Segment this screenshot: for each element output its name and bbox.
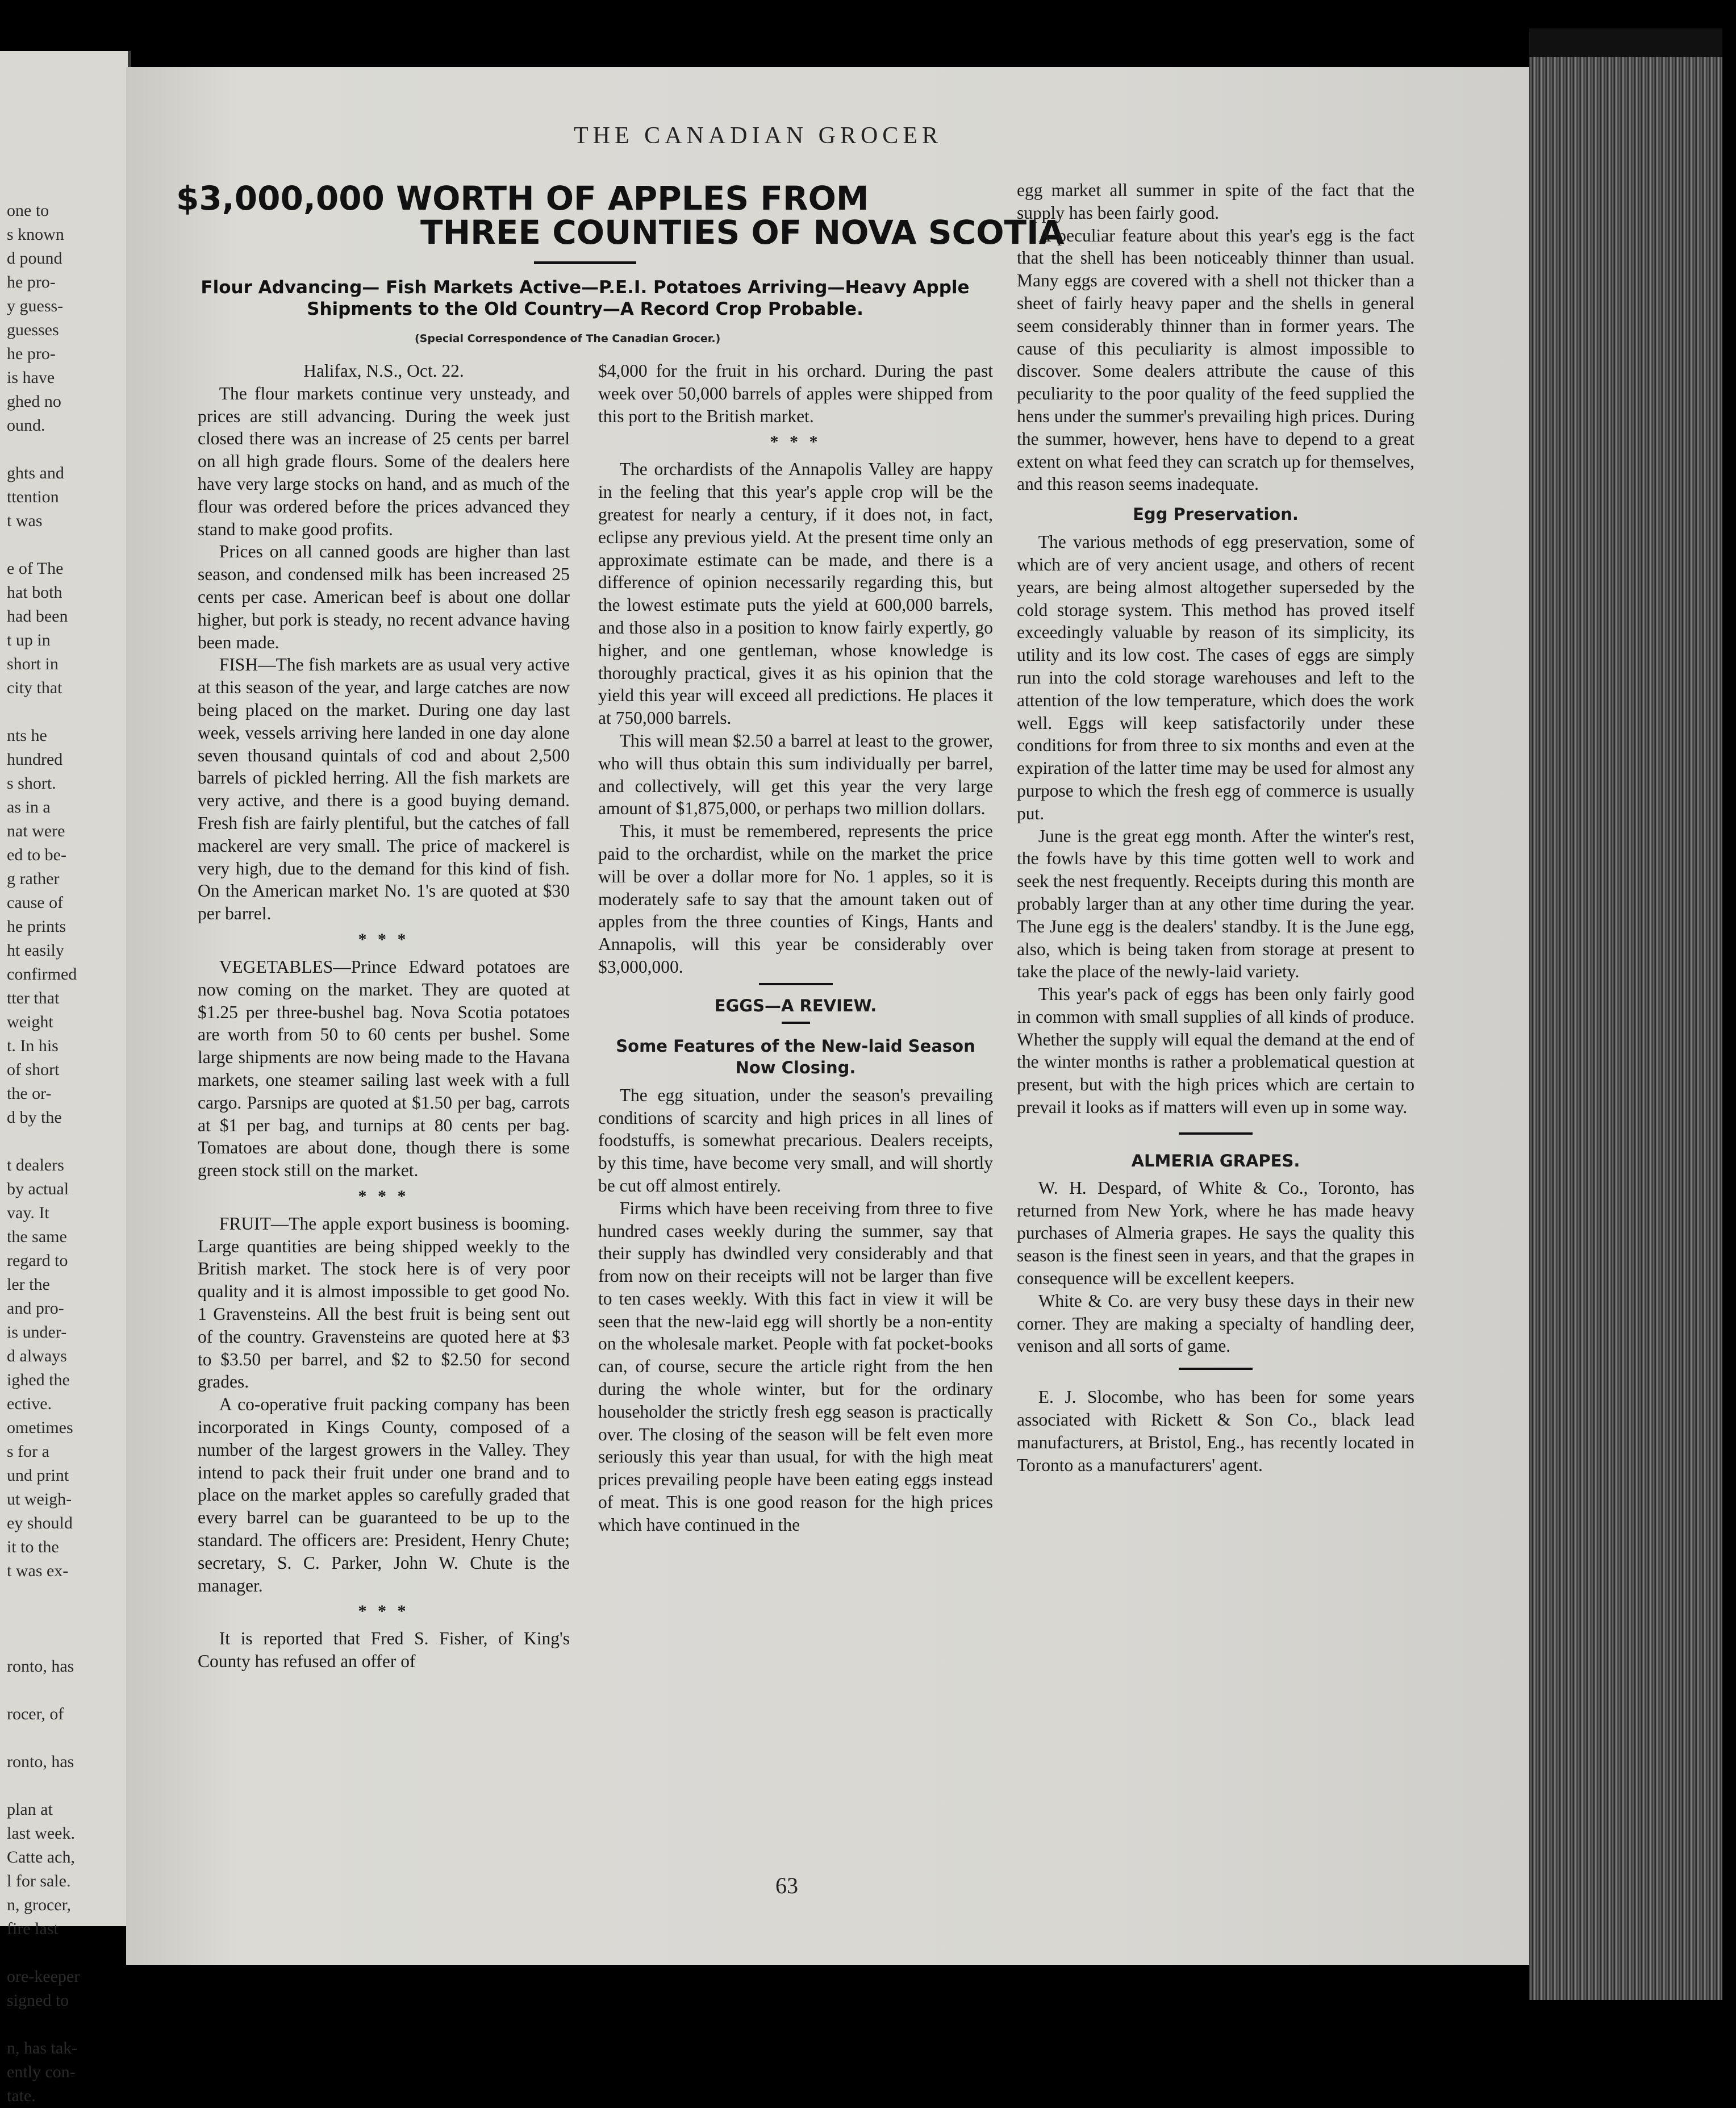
eggs-para-1: The egg situation, under the season's prevailing conditions of scarcity and high prices in all lines of foodstuffs, is somewhat precarious. Dealers receipts, by this time, have become very small, and will shortly be cut off almost entirely.: [598, 1085, 993, 1195]
left-page-text-fragment: as in a: [7, 798, 51, 816]
left-page-text-fragment: ore-keeper: [7, 1967, 80, 1986]
left-page-text-fragment: signed to: [7, 1991, 69, 2010]
book-page-edges: [1529, 57, 1722, 2000]
dateline: Halifax, N.S., Oct. 22.: [303, 361, 464, 381]
col1-para-fish: FISH—The fish markets are as usual very active at this season of the year, and large catches are now being placed on the market. During one day last week, vessels arriving here landed in one day alone seven thousand quintals of cod and about 2,500 barrels of pickled herring. All the fish markets are very active, and there is a good buying demand. Fresh fish are fairly plentiful, but the catches of fall mackerel are very small. The price of mackerel is very high, due to the demand for this kind of fish. On the American market No. 1's are quoted at $30 per barrel.: [198, 655, 570, 924]
left-page-text-fragment: ective.: [7, 1394, 52, 1413]
left-page-text-fragment: last week.: [7, 1824, 75, 1843]
left-page-text-fragment: city that: [7, 678, 62, 697]
column-2: [598, 360, 993, 1536]
left-page-text-fragment: s short.: [7, 774, 56, 793]
left-page-text-fragment: is have: [7, 368, 55, 387]
left-page-text-fragment: cause of: [7, 893, 64, 912]
left-page-text-fragment: g rather: [7, 869, 60, 888]
left-page-text-fragment: tate.: [7, 2086, 36, 2105]
masthead: THE CANADIAN GROCER: [574, 123, 942, 149]
left-page-text-fragment: and pro-: [7, 1299, 64, 1318]
col1-para-fisher: It is reported that Fred S. Fisher, of King's County has refused an offer of: [198, 1628, 570, 1672]
left-page-text-fragment: of short: [7, 1060, 60, 1079]
left-page-text-fragment: t. In his: [7, 1036, 59, 1055]
preservation-para-1: The various methods of egg preservation, some of which are of very ancient usage, and others of recent years, are being almost altogether superseded by the cold storage system. This method has proved itself exceedingly valuable by reason of its simplicity, its utility and its low cost. The cases of eggs are simply run into the cold storage warehouses and left to the attention of the low temperature, which does the work well. Eggs will keep satisfactorily under these conditions for from three to six months and even at the expiration of the latter time may be used for almost any purpose to which the fresh egg of commerce is usually put.: [1017, 532, 1414, 823]
col2-para-orchardists: The orchardists of the Annapolis Valley are happy in the feeling that this year's apple crop will be the greatest for nearly a century, if it does not, in fact, eclipse any previous yield. At the present time only an approximate estimate can be made, and there is a difference of opinion necessarily regarding this, but the lowest estimate puts the yield at 600,000 barrels, and those also in a position to know fairly expertly, go higher, and one gentleman, whose knowledge is thoroughly practical, gives it as his opinion that the yield this year will exceed all predictions. He places it at 750,000 barrels.: [598, 459, 993, 728]
headline-rule: [534, 261, 636, 264]
col1-para-fruit: FRUIT—The apple export business is booming. Large quantities are being shipped weekly to the British market. The stock here is of very poor quality and it is almost impossible to get good No. 1 Gravensteins. All the best fruit is being sent out of the country. Gravensteins are quoted here at $3 to $3.50 per barrel, and $2 to $2.50 for second grades.: [198, 1213, 570, 1392]
page-number: 63: [775, 1873, 798, 1898]
left-page-text-fragment: ler the: [7, 1275, 50, 1294]
eggs-review-subtitle: Some Features of the New-laid Season Now Closing.: [616, 1036, 975, 1077]
left-page-text-fragment: t was: [7, 511, 43, 530]
left-page-text-fragment: ttention: [7, 488, 59, 506]
left-page-text-fragment: d pound: [7, 249, 62, 268]
left-page-text-fragment: ometimes: [7, 1418, 73, 1437]
left-page-text-fragment: n, grocer,: [7, 1895, 71, 1914]
left-page-text-fragment: tter that: [7, 989, 60, 1007]
left-page-text-fragment: d always: [7, 1347, 67, 1365]
left-page-text-fragment: one to: [7, 201, 49, 220]
eggs-col3-para-1: egg market all summer in spite of the fact that the supply has been fairly good.: [1017, 180, 1414, 223]
left-page-text-fragment: it to the: [7, 1538, 59, 1556]
left-page-text-fragment: regard to: [7, 1251, 68, 1270]
eggs-col3-para-shell: A peculiar feature about this year's egg is the fact that the shell has been noticeably thinner than usual. Many eggs are covered with a shell not thicker than a sheet of fairly heavy paper and the shells in general seem considerably thinner than in former years. The cause of this peculiarity is almost impossible to discover. Some dealers attribute the cause of this peculiarity to the poor quality of the feed supplied the hens under the summer's prevailing high prices. During the summer, however, hens have to depend to a great extent on what feed they can scratch up for themselves, and this reason seems inadequate.: [1017, 225, 1414, 494]
preservation-para-june: June is the great egg month. After the winter's rest, the fowls have by this time gotten well to work and seek the nest frequently. Receipts during this month are probably larger than at any other time during the year. The June egg is the dealers' standby. It is the June egg, also, which is being taken from storage at present to take the place of the newly-laid variety.: [1017, 826, 1414, 982]
col2-para-remembered: This, it must be remembered, represents the price paid to the orchardist, while on the market the price will be over a dollar more for No. 1 apples, so it is moderately safe to say that the amount taken out of apples from the three counties of Kings, Hants and Annapolis, will this year be considerably over $3,000,000.: [598, 821, 993, 977]
left-page-text-fragment: ently con-: [7, 2063, 76, 2081]
left-page-text-fragment: had been: [7, 607, 68, 626]
left-page-text-fragment: nat were: [7, 822, 65, 840]
left-page-fragment: [0, 51, 131, 2105]
left-page-text-fragment: the or-: [7, 1084, 52, 1103]
col1-para-cooperative: A co-operative fruit packing company has been incorporated in Kings County, composed of a number of the largest growers in the Valley. They intend to pack their fruit under one brand and to place on the market apples so carefully graded that every barrel can be guaranteed to be up to the standard. The officers are: President, Henry Chute; secretary, S. C. Parker, John W. Chute is the manager.: [198, 1394, 570, 1595]
left-page-text-fragment: n, has tak-: [7, 2039, 78, 2057]
left-page-text-fragment: weight: [7, 1013, 53, 1031]
left-page-text-fragment: by actual: [7, 1180, 69, 1198]
left-page-text-fragment: ht easily: [7, 941, 64, 960]
left-page-text-fragment: d by the: [7, 1108, 62, 1127]
left-page-text-fragment: fire last: [7, 1919, 59, 1938]
left-page-text-fragment: s for a: [7, 1442, 49, 1461]
section-stars: * * *: [358, 1602, 410, 1621]
section-rule: [1179, 1368, 1253, 1370]
left-page-text-fragment: ghed no: [7, 392, 61, 411]
left-page-text-fragment: nts he: [7, 726, 47, 745]
egg-preservation-title: Egg Preservation.: [1133, 505, 1299, 524]
left-page-text-fragment: hat both: [7, 583, 62, 602]
left-page-text-fragment: ghts and: [7, 464, 64, 482]
column-3: [1017, 179, 1414, 1476]
left-page-text-fragment: t up in: [7, 631, 51, 649]
col2-para-1: $4,000 for the fruit in his orchard. During the past week over 50,000 barrels of apples were shipped from this port to the British market.: [598, 361, 993, 426]
left-page-text-fragment: ighed the: [7, 1370, 70, 1389]
left-page-text-fragment: plan at: [7, 1800, 53, 1819]
left-page-text-fragment: short in: [7, 655, 59, 673]
col1-para-2: Prices on all canned goods are higher than last season, and condensed milk has been increased 25 cents per case. American beef is about one dollar higher, but pork is steady, no recent advance having been made.: [198, 541, 570, 652]
article-subhead: Flour Advancing— Fish Markets Active—P.E.I. Potatoes Arriving—Heavy Apple Shipments to the Old Country—A Record Crop Probable.: [201, 277, 970, 319]
left-page-text-fragment: s known: [7, 225, 64, 244]
section-short-rule: [782, 1022, 810, 1024]
section-stars: * * *: [358, 1186, 410, 1206]
left-page-text-fragment: vay. It: [7, 1203, 49, 1222]
left-page-text-fragment: ey should: [7, 1514, 73, 1532]
section-rule: [759, 983, 833, 985]
col1-para-1: The flour markets continue very unsteady, and prices are still advancing. During the week just closed there was an increase of 25 cents per barrel on all high grade flours. Some of the dealers here have very large stocks on hand, and as much of the flour was ordered before the prices advanced they stand to make good profits.: [198, 383, 570, 539]
headline-line-1: $3,000,000 WORTH OF APPLES FROM: [176, 179, 869, 218]
section-stars: * * *: [358, 930, 410, 949]
left-page-text-fragment: hundred: [7, 750, 63, 769]
headline-line-2: THREE COUNTIES OF NOVA SCOTIA: [420, 213, 1065, 252]
section-stars: * * *: [770, 432, 821, 452]
left-page-text-fragment: t dealers: [7, 1156, 64, 1174]
left-page-text-fragment: e of The: [7, 559, 64, 578]
almeria-grapes-title: ALMERIA GRAPES.: [1131, 1151, 1300, 1170]
correspondence-credit: (Special Correspondence of The Canadian Grocer.): [415, 332, 721, 345]
section-rule: [1179, 1132, 1253, 1135]
left-page-text-fragment: rocer, of: [7, 1705, 64, 1723]
left-page-text-fragment: he pro-: [7, 273, 56, 291]
preservation-para-pack: This year's pack of eggs has been only fairly good in common with small supplies of all kinds of produce. Whether the supply will equal the demand at the end of the winter months is rather a problematical question at present, but with the high prices which are certain to prevail it looks as if matters will even up in some way.: [1017, 984, 1414, 1118]
left-page-text-fragment: ronto, has: [7, 1752, 74, 1771]
eggs-review-title: EGGS—A REVIEW.: [714, 995, 877, 1015]
left-page-text-fragment: t was ex-: [7, 1561, 69, 1580]
left-page-text-fragment: ut weigh-: [7, 1490, 72, 1509]
left-page-text-fragment: Catte ach,: [7, 1848, 75, 1867]
left-page-text-fragment: ed to be-: [7, 845, 66, 864]
col1-para-vegetables: VEGETABLES—Prince Edward potatoes are now coming on the market. They are quoted at $1.25 per three-bushel bag. Nova Scotia potatoes are worth from 50 to 60 cents per bushel. Some large shipments are now being made to the Havana markets, one steamer sailing last week with a full cargo. Parsnips are quoted at $1.50 per bag, carrots at $1 per bag, and turnips at 80 cents per bag. Tomatoes are about done, though there is some green stock still on the market.: [198, 956, 570, 1181]
left-page-text-fragment: confirmed: [7, 965, 77, 984]
left-page-text-fragment: l for sale.: [7, 1872, 71, 1890]
almeria-para-2: White & Co. are very busy these days in their new corner. They are making a specialty of handling deer, venison and all sorts of game.: [1017, 1290, 1414, 1356]
eggs-para-2: Firms which have been receiving from three to five hundred cases weekly during the summer, say that their supply has dwindled very considerably and that from now on their receipts will not be larger than five to ten cases weekly. With this fact in view it will be seen that the new-laid egg will shortly be a non-entity on the wholesale market. People with fat pocket-books can, of course, secure the article right from the hen during the whole winter, but for the ordinary householder the strictly fresh egg season is practically over. The closing of the season will be felt even more seriously this year than usual, for with the high meat prices prevailing people have been eating eggs instead of meat. This is one good reason for the high prices which have continued in the: [598, 1198, 993, 1535]
left-page-text-fragment: y guess-: [7, 297, 64, 315]
column-1: [198, 360, 570, 1673]
left-page-text-fragment: ronto, has: [7, 1657, 74, 1676]
left-page-text-fragment: guesses: [7, 320, 59, 339]
left-page-text-fragment: ound.: [7, 416, 45, 435]
slocombe-para: E. J. Slocombe, who has been for some years associated with Rickett & Son Co., black lead manufacturers, at Bristol, Eng., has recently located in Toronto as a manufacturers' agent.: [1017, 1387, 1414, 1475]
col2-para-grower: This will mean $2.50 a barrel at least to the grower, who will thus obtain this sum individually per barrel, and collectively, will get this year the very large amount of $1,875,000, or perhaps two million dollars.: [598, 730, 993, 819]
left-page-text-fragment: is under-: [7, 1323, 67, 1342]
left-page-text-fragment: he prints: [7, 917, 66, 936]
left-page-text-fragment: und print: [7, 1466, 69, 1485]
left-page-text-fragment: the same: [7, 1227, 67, 1246]
left-page-text-fragment: he pro-: [7, 344, 56, 363]
almeria-para-1: W. H. Despard, of White & Co., Toronto, has returned from New York, where he has made heavy purchases of Almeria grapes. He says the quality this season is the finest seen in years, and that the grapes in consequence will be excellent keepers.: [1017, 1177, 1414, 1289]
